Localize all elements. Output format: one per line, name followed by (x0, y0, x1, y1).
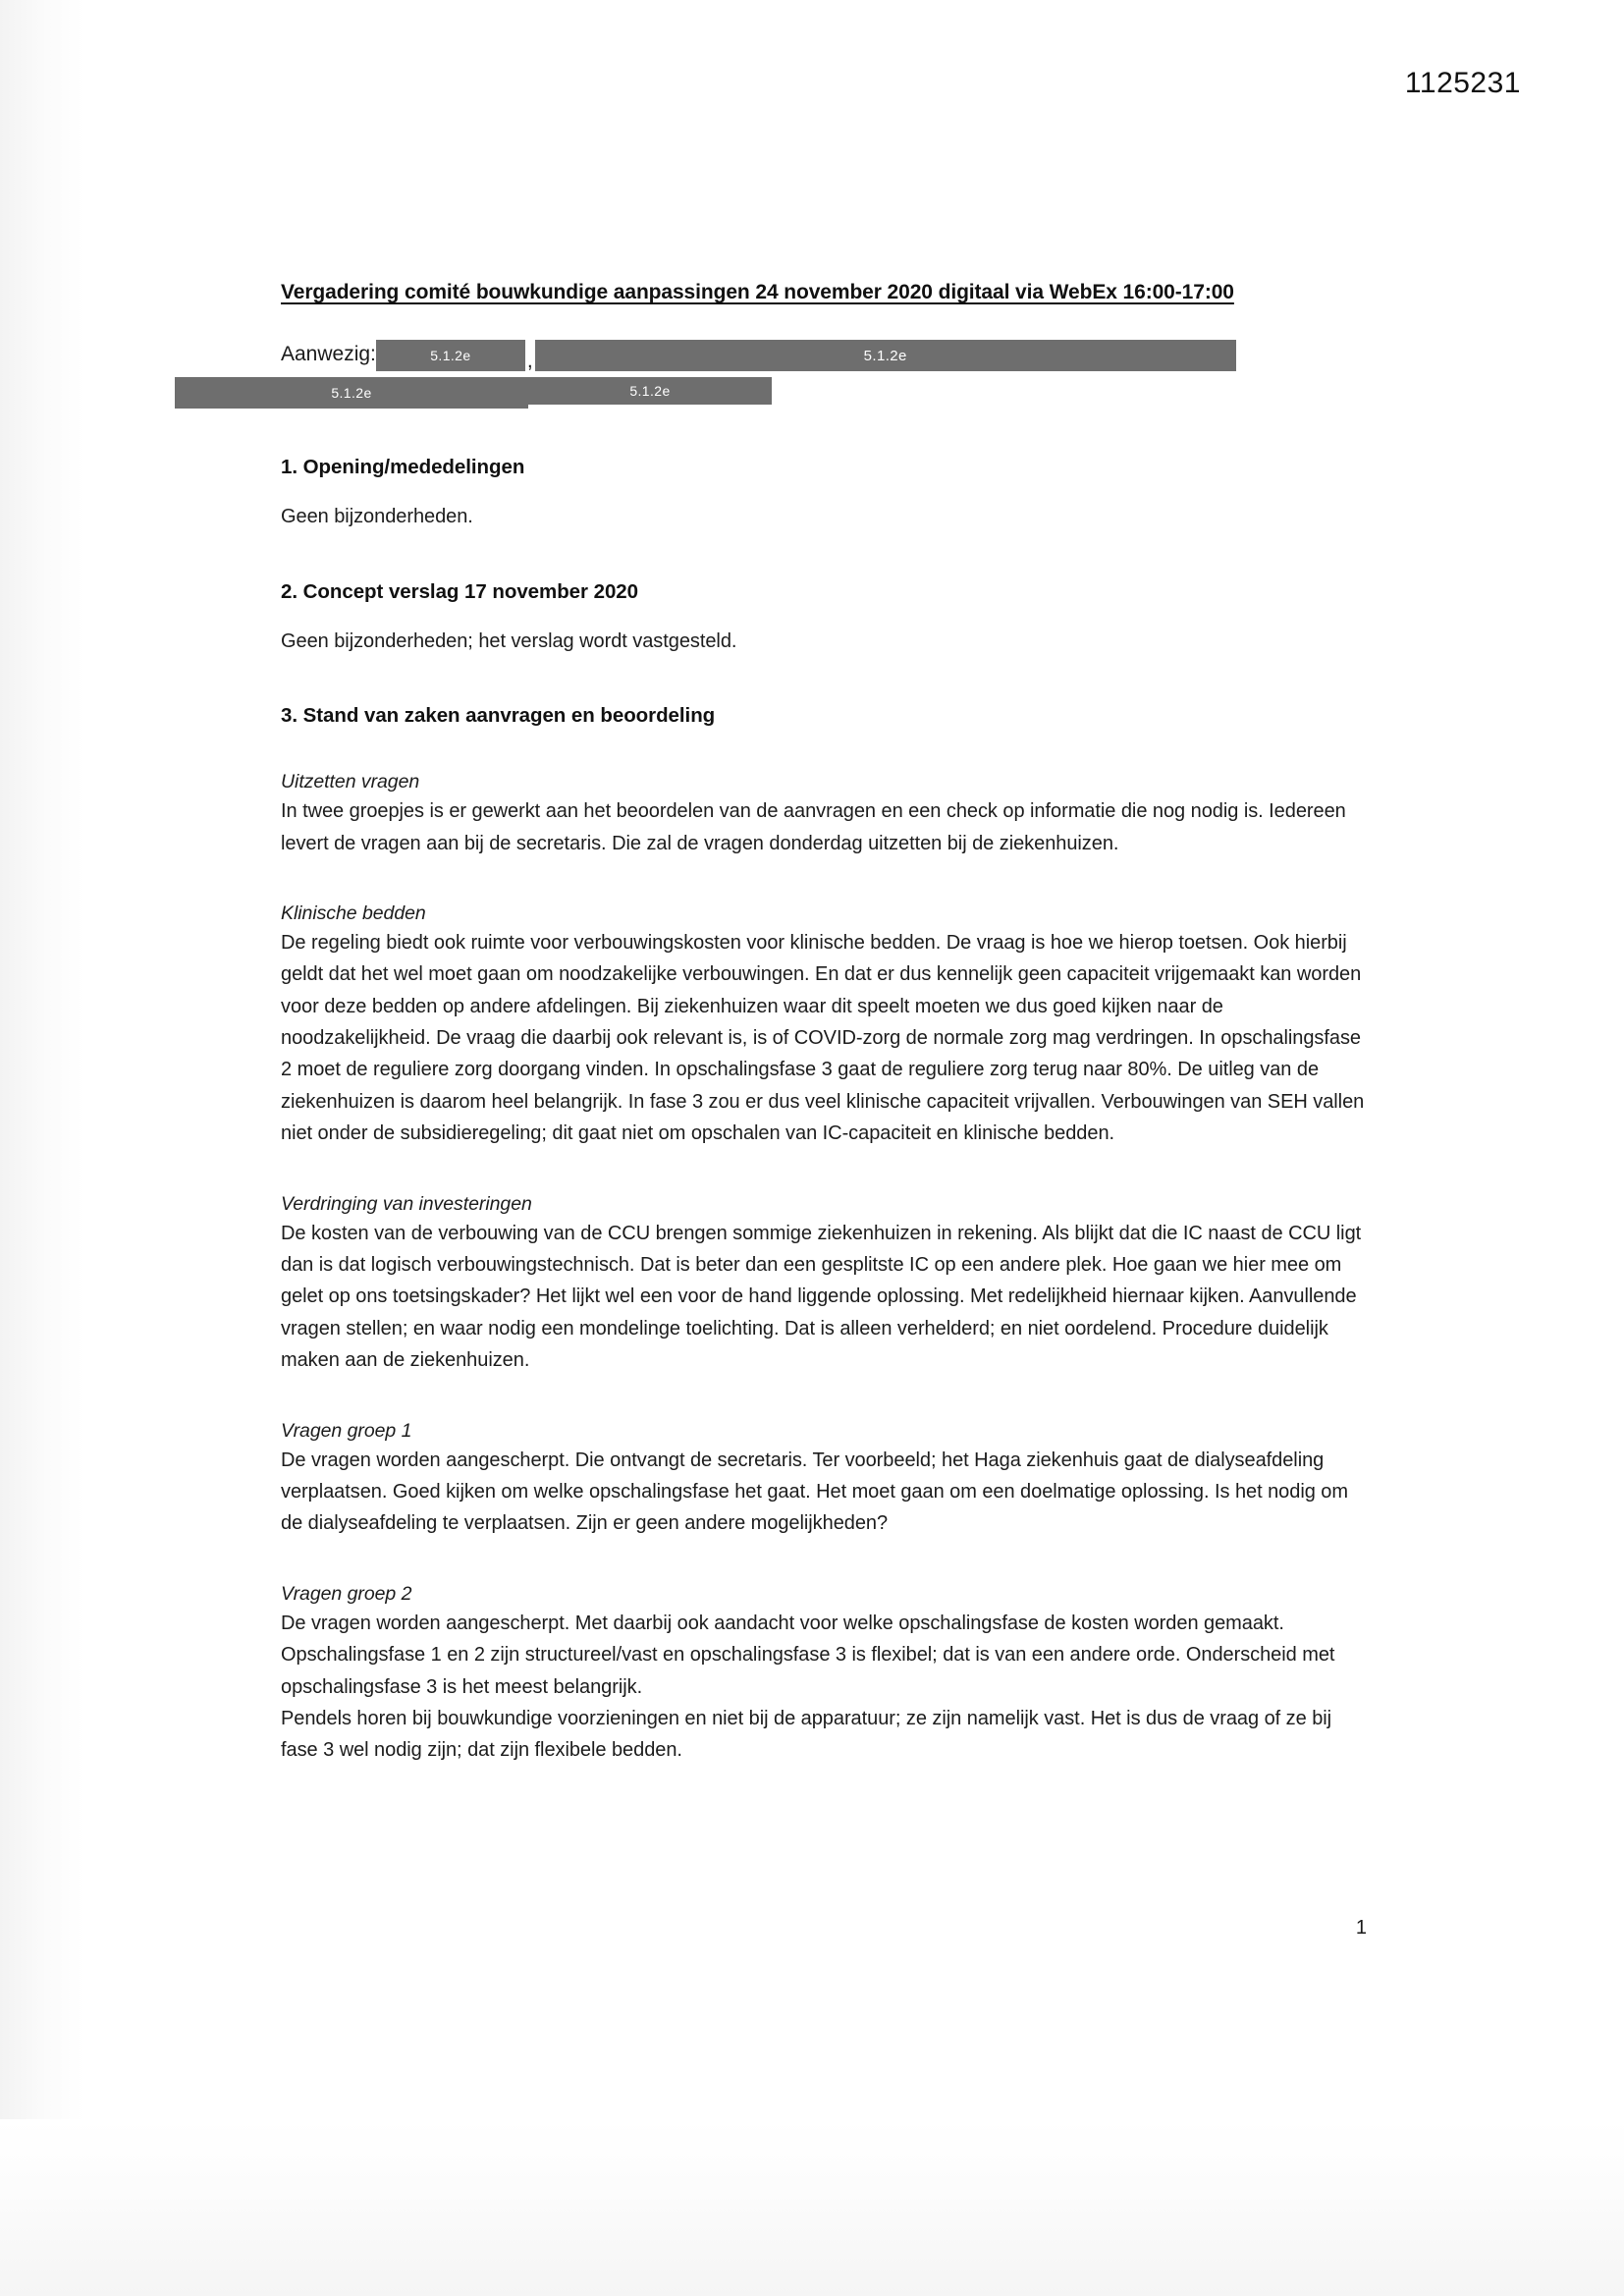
document-id-stamp: 1125231 (1404, 67, 1521, 99)
subsection-heading-verdringing-van-investeringen: Verdringing van investeringen (281, 1192, 532, 1215)
section-body-1: Geen bijzonderheden. (281, 506, 473, 528)
subsection-heading-vragen-groep-1: Vragen groep 1 (281, 1419, 412, 1442)
redaction-bar-4: 5.1.2e (528, 377, 772, 405)
subsection-body-verdringing-van-investeringen: De kosten van de verbouwing van de CCU brengen sommige ziekenhuizen in rekening. Als blijkt dat die IC naast de CCU ligt dan is dat logisch verbouwingstechnisch. Dat is beter dan een gesplitste IC op een andere plek. Hoe gaan we hier mee om gelet op ons toetsingskader? Het lijkt wel een voor de hand liggende oplossing. Met redelijkheid hiernaar kijken. Aanvullende vragen stellen; en waar nodig een mondelinge toelichting. Dat is alleen verhelderd; en niet oordelend. Procedure duidelijk maken aan de ziekenhuizen. (281, 1222, 1362, 1372)
page-number: 1 (1355, 1917, 1367, 1939)
subsection-heading-uitzetten-vragen: Uitzetten vragen (281, 771, 420, 793)
subsection-body-vragen-groep-2-cont: Pendels horen bij bouwkundige voorzieningen en niet bij de apparatuur; ze zijn namelijk vast. Het is dus de vraag of ze bij fase 3 wel nodig zijn; dat zijn flexibele bedden. (281, 1707, 1332, 1762)
scan-edge-shadow-left (0, 0, 84, 2296)
redaction-bar-2: 5.1.2e (535, 340, 1236, 371)
subsection-body-uitzetten-vragen: In twee groepjes is er gewerkt aan het beoordelen van de aanvragen en een check op informatie die nog nodig is. Iedereen levert de vragen aan bij de secretaris. Die zal de vragen donderdag uitzetten bij de ziekenhuizen. (281, 800, 1346, 854)
attendees-block (281, 340, 1367, 409)
section-heading-3: 3. Stand van zaken aanvragen en beoordeling (281, 704, 716, 728)
redaction-bar-3: 5.1.2e (175, 377, 528, 409)
subsection-body-vragen-groep-1: De vragen worden aangescherpt. Die ontvangt de secretaris. Ter voorbeeld; het Haga ziekenhuis gaat de dialyseafdeling verplaatsen. Goed kijken om welke opschalingsfase het gaat. Het moet gaan om een doelmatige oplossing. Is het nodig om de dialyseafdeling te verplaatsen. Zijn er geen andere mogelijkheden? (281, 1449, 1348, 1535)
scan-edge-shadow-bottom (0, 2119, 1624, 2296)
attendees-label: Aanwezig: (281, 343, 376, 366)
subsection-body-vragen-groep-2: De vragen worden aangescherpt. Met daarbij ook aandacht voor welke opschalingsfase de kosten worden gemaakt. Opschalingsfase 1 en 2 zijn structureel/vast en opschalingsfase 3 is flexibel; dat is van een andere orde. Onderscheid met opschalingsfase 3 is het meest belangrijk. (281, 1612, 1335, 1698)
page-title: Vergadering comité bouwkundige aanpassingen 24 november 2020 digitaal via WebEx 16:00-17:00 (281, 281, 1234, 303)
section-heading-2: 2. Concept verslag 17 november 2020 (281, 579, 639, 603)
redaction-bar-1: 5.1.2e (376, 340, 525, 371)
attendees-row-1 (281, 340, 1367, 371)
subsection-body-klinische-bedden: De regeling biedt ook ruimte voor verbouwingskosten voor klinische bedden. De vraag is hoe we hierop toetsen. Ook hierbij geldt dat het wel moet gaan om noodzakelijke verbouwingen. En dat er dus kennelijk geen capaciteit vrijgemaakt kan worden voor deze bedden op andere afdelingen. Bij ziekenhuizen waar dit speelt moeten we dus goed kijken naar de noodzakelijkheid. De vraag die daarbij ook relevant is, is of COVID-zorg de normale zorg mag verdringen. In opschalingsfase 2 moet de reguliere zorg doorgang vinden. In opschalingsfase 3 gaat de reguliere zorg terug naar 80%. De uitleg van de ziekenhuizen is daarom heel belangrijk. In fase 3 zou er dus veel klinische capaciteit vrijvallen. Verbouwingen van SEH vallen niet onder de subsidieregeling; dit gaat niet om opschalen van IC-capaciteit en klinische bedden. (281, 931, 1365, 1145)
section-heading-1: 1. Opening/mededelingen (281, 456, 525, 479)
subsection-heading-vragen-groep-2: Vragen groep 2 (281, 1582, 412, 1605)
document-body (281, 279, 1367, 1939)
section-body-2: Geen bijzonderheden; het verslag wordt vastgesteld. (281, 629, 737, 652)
subsection-heading-klinische-bedden: Klinische bedden (281, 902, 426, 924)
attendees-row-2 (175, 377, 1367, 409)
attendees-separator: , (526, 350, 533, 373)
